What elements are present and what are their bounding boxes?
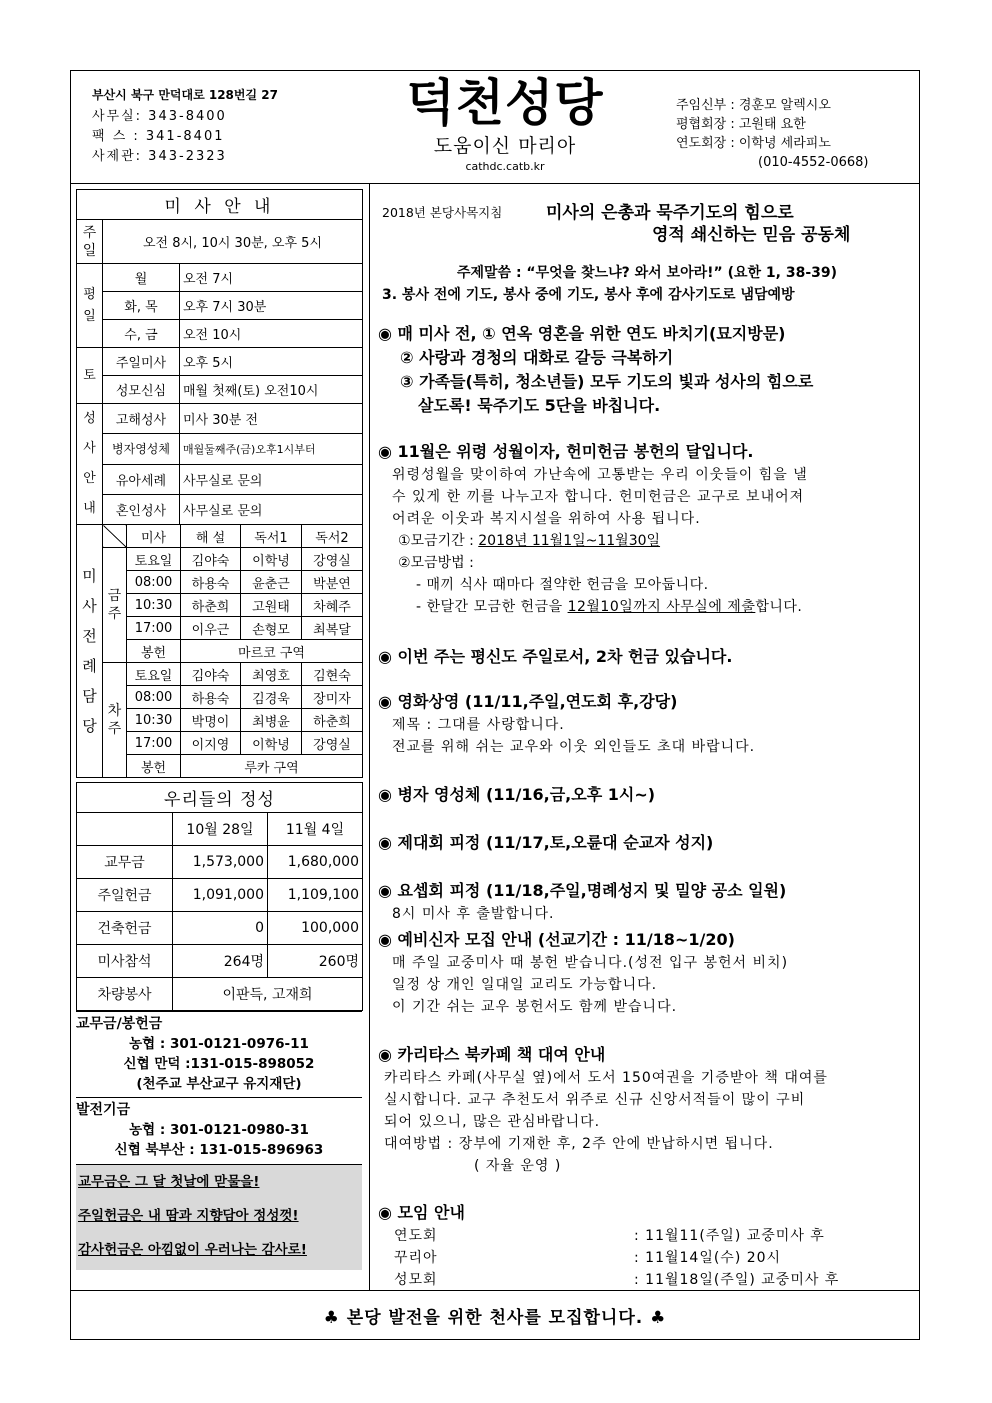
dev-fund-accounts: [76, 1097, 362, 1160]
rectory-phone: 사제관: 343-2323: [92, 149, 227, 164]
duty-cell: 박명이: [181, 709, 241, 732]
notice-heading: ◉ 병자 영성체 (11/16,금,오후 1시~): [378, 785, 656, 804]
duty-cell: 차혜주: [302, 594, 363, 617]
offering-amount: 0: [173, 912, 268, 945]
notice-text: - 매끼 식사 때마다 절약한 헌금을 모아둡니다.: [416, 577, 709, 593]
duty-cell: 08:00: [127, 686, 181, 709]
duty-cell: 최복달: [302, 617, 363, 640]
offering-label: 봉헌: [127, 755, 181, 778]
footer-banner: ♣ 본당 발전을 위한 천사를 모집합니다. ♣: [323, 1308, 667, 1328]
dev-fund-account: 신협 북부산 : 131-015-896963: [114, 1142, 324, 1158]
notice-second-collection: [378, 645, 918, 669]
meeting-group: 꾸리아: [394, 1250, 438, 1266]
dues-account: 신협 만덕 :131-015-898052: [123, 1056, 315, 1072]
notice-sick-communion: [378, 783, 918, 807]
notice-text: ①모금기간 : 2018년 11월1일~11월30일: [398, 533, 661, 549]
notice-text: - 한달간 모금한 헌금을 12월10일까지 사무실에 제출합니다.: [416, 599, 803, 615]
notice-text: 대여방법 : 장부에 기재한 후, 2주 안에 반납하시면 됩니다.: [384, 1136, 774, 1152]
offering-amount: 264명: [173, 945, 268, 978]
weekday-day: 수, 금: [103, 320, 180, 348]
notice-heading: ◉ 이번 주는 평신도 주일로서, 2차 헌금 있습니다.: [378, 647, 733, 666]
meeting-row: [378, 1225, 918, 1247]
week-label: 금주: [103, 548, 127, 663]
duty-cell: 17:00: [127, 732, 181, 755]
offering-type: 미사참석: [77, 945, 173, 978]
pastor: 주임신부 : 경훈모 알렉시오: [676, 98, 831, 113]
duty-cell: 하춘희: [302, 709, 363, 732]
offering-slogans: [76, 1164, 362, 1270]
duty-cell: 최병윤: [241, 709, 302, 732]
duty-cell: 김야숙: [181, 663, 241, 686]
notice-text: 되어 있으니, 많은 관심바랍니다.: [384, 1114, 601, 1130]
sunday-label: 주일: [77, 220, 103, 264]
offering-amount: 1,109,100: [268, 879, 363, 912]
website-link[interactable]: cathdc.catb.kr: [465, 160, 545, 173]
duty-cell: 이지영: [181, 732, 241, 755]
motto-line1: 미사의 은총과 묵주기도의 힘으로: [546, 203, 794, 223]
notice-catechumen: [378, 928, 918, 1018]
theme-verse: 주제말씀 : “무엇을 찾느냐? 와서 보아라!” (요한 1, 38-39): [456, 265, 838, 281]
notice-text: 전교를 위해 쉬는 교우와 이웃 외인들도 초대 바랍니다.: [392, 739, 756, 755]
offering-type: 교무금: [77, 846, 173, 879]
offering-type: 주일헌금: [77, 879, 173, 912]
duty-header: 독서1: [241, 525, 302, 548]
notice-text: 제목 : 그대를 사랑합니다.: [392, 717, 565, 733]
duty-cell: 윤춘근: [241, 571, 302, 594]
duty-cell: 10:30: [127, 594, 181, 617]
column-divider: [369, 183, 370, 1290]
header-divider: [70, 183, 920, 184]
notice-line: ② 사랑과 경청의 대화로 갈등 극복하기: [400, 348, 674, 367]
duty-cell: 하용숙: [181, 686, 241, 709]
offerings-date: 10월 28일: [173, 813, 268, 846]
duty-cell: 하용숙: [181, 571, 241, 594]
notice-text: 8시 미사 후 출발합니다.: [392, 906, 555, 922]
blank-cell: [77, 813, 173, 846]
sunday-times: 오전 8시, 10시 30분, 오후 5시: [103, 220, 363, 264]
slogan: 교무금은 그 달 첫날에 맏물을!: [78, 1174, 260, 1190]
meeting-group: 성모회: [394, 1272, 438, 1288]
meeting-time: : 11월18일(주일) 교중미사 후: [634, 1272, 840, 1288]
elder-chair: 연도회장 : 이학녕 세라피노: [676, 136, 831, 151]
notice-text: 일정 상 개인 일대일 교리도 가능합니다.: [392, 977, 658, 993]
weekday-day: 화, 목: [103, 292, 180, 320]
duty-cell: 하춘희: [181, 594, 241, 617]
meeting-row: [378, 1269, 918, 1291]
dues-account: 농협 : 301-0121-0976-11: [129, 1036, 309, 1052]
address: 부산시 북구 만덕대로 128번길 27: [92, 88, 278, 102]
offering-label: 봉헌: [127, 640, 181, 663]
duty-cell: 장미자: [302, 686, 363, 709]
liturgy-duty-table: [76, 524, 363, 778]
slogan: 주일헌금은 내 땀과 지향담아 정성껏!: [78, 1208, 299, 1224]
dev-fund-account: 농협 : 301-0121-0980-31: [129, 1122, 309, 1138]
motto-line2: 영적 쇄신하는 믿음 공동체: [652, 225, 851, 245]
point-three: 3. 봉사 전에 기도, 봉사 중에 기도, 봉사 후에 감사기도로 냄담예방: [382, 287, 795, 303]
mass-schedule-title: 미 사 안 내: [77, 190, 363, 220]
sacrament-name: 혼인성사: [103, 494, 180, 524]
notice-heading: ◉ 매 미사 전, ① 연옥 영혼을 위한 연도 바치기(묘지방문): [378, 324, 786, 343]
week-label: 차주: [103, 663, 127, 778]
mass-schedule-table: [76, 189, 363, 525]
dues-accounts: [76, 1011, 362, 1094]
duty-cell: 10:30: [127, 709, 181, 732]
notice-november: [378, 440, 918, 618]
duty-header: 미사: [127, 525, 181, 548]
duty-cell: 김경욱: [241, 686, 302, 709]
notice-book-cafe: [378, 1043, 918, 1177]
offering-amount: 260명: [268, 945, 363, 978]
notice-heading: ◉ 제대회 피정 (11/17,토,오륜대 순교자 성지): [378, 833, 714, 852]
duty-cell: 17:00: [127, 617, 181, 640]
duty-header: 독서2: [302, 525, 363, 548]
notice-heading: ◉ 카리타스 북카페 책 대여 안내: [378, 1045, 606, 1064]
notice-line: 살도록! 묵주기도 5단을 바칩니다.: [418, 396, 661, 415]
duty-cell: 김야숙: [181, 548, 241, 571]
weekday-day: 월: [103, 264, 180, 292]
sacrament-name: 병자영성체: [103, 434, 180, 464]
notice-text: 실시합니다. 교구 추천도서 위주로 신규 신앙서적들이 많이 구비: [384, 1092, 806, 1108]
sacrament-name: 유아세례: [103, 464, 180, 494]
weekday-time: 오후 7시 30분: [180, 292, 363, 320]
patron-name: 도움이신 마리아: [433, 135, 577, 157]
offering-amount: 1,091,000: [173, 879, 268, 912]
dev-fund-title: 발전기금: [76, 1102, 131, 1118]
contact-block: [92, 85, 278, 167]
saturday-item: 성모신심: [103, 376, 180, 404]
offering-amount: 1,680,000: [268, 846, 363, 879]
office-phone: 사무실: 343-8400: [92, 109, 227, 124]
notice-prayer: [378, 322, 918, 418]
motto-year: 2018년 본당사목지침: [382, 205, 503, 220]
meeting-group: 연도회: [394, 1228, 438, 1244]
notice-heading: ◉ 모임 안내: [378, 1203, 465, 1222]
duty-cell: 이학녕: [241, 548, 302, 571]
meeting-time: : 11월11(주일) 교중미사 후: [634, 1228, 825, 1244]
duty-cell: 강영실: [302, 732, 363, 755]
sacrament-label: 성사안내: [77, 404, 103, 525]
duty-cell: 최영호: [241, 663, 302, 686]
dues-holder: (천주교 부산교구 유지재단): [136, 1076, 302, 1092]
duty-label: 미사전례담당: [77, 525, 103, 778]
offering-type: 건축헌금: [77, 912, 173, 945]
council-chair: 평협회장 : 고원태 요한: [676, 117, 806, 132]
offering-district: 마르코 구역: [181, 640, 363, 663]
notice-heading: ◉ 영화상영 (11/11,주일,연도회 후,강당): [378, 692, 678, 711]
notice-altar-retreat: [378, 831, 918, 855]
duty-cell: 고원태: [241, 594, 302, 617]
notice-text: ②모금방법 :: [398, 555, 474, 571]
notice-heading: ◉ 요셉회 피정 (11/18,주일,명례성지 및 밀양 공소 일원): [378, 881, 787, 900]
saturday-time: 오후 5시: [180, 348, 363, 376]
officers-block: [676, 96, 869, 172]
duty-header: 해 설: [181, 525, 241, 548]
meeting-row: [378, 1247, 918, 1269]
notice-heading: ◉ 예비신자 모집 안내 (선교기간 : 11/18~1/20): [378, 930, 735, 949]
notice-text: 카리타스 카페(사무실 옆)에서 도서 150여권을 기증받아 책 대여를: [384, 1070, 828, 1086]
offerings-date: 11월 4일: [268, 813, 363, 846]
notice-text: 매 주일 교중미사 때 봉헌 받습니다.(성전 입구 봉헌서 비치): [392, 955, 789, 971]
sacrament-info: 미사 30분 전: [180, 404, 363, 434]
notice-text: 이 기간 쉬는 교우 봉헌서도 함께 받습니다.: [392, 999, 678, 1015]
duty-cell: 08:00: [127, 571, 181, 594]
dues-title: 교무금/봉헌금: [76, 1016, 163, 1032]
duty-cell: 토요일: [127, 663, 181, 686]
duty-cell: 이우근: [181, 617, 241, 640]
offering-amount: 100,000: [268, 912, 363, 945]
sacrament-info: 사무실로 문의: [180, 494, 363, 524]
duty-cell: 강영실: [302, 548, 363, 571]
notice-line: ③ 가족들(특히, 청소년들) 모두 기도의 빛과 성사의 힘으로: [400, 372, 814, 391]
duty-cell: 김현숙: [302, 663, 363, 686]
vehicle-label: 차량봉사: [77, 978, 173, 1011]
saturday-label: 토: [77, 348, 103, 404]
notice-joseph-retreat: [378, 879, 918, 925]
fax-number: 팩 스 : 341-8401: [92, 129, 225, 144]
notice-movie: [378, 690, 918, 758]
notice-heading: ◉ 11월은 위령 성월이자, 헌미헌금 봉헌의 달입니다.: [378, 442, 754, 461]
pastoral-motto: [382, 198, 912, 306]
duty-cell: 토요일: [127, 548, 181, 571]
duty-cell: 손형모: [241, 617, 302, 640]
saturday-item: 주일미사: [103, 348, 180, 376]
weekday-time: 오전 10시: [180, 320, 363, 348]
masthead: [380, 72, 630, 174]
vehicle-volunteers: 이판득, 고재희: [173, 978, 363, 1011]
offerings-title: 우리들의 정성: [77, 783, 363, 813]
meeting-time: : 11월14일(수) 20시: [634, 1250, 782, 1266]
sacrament-name: 고해성사: [103, 404, 180, 434]
duty-cell: 이학녕: [241, 732, 302, 755]
parish-name: 덕천성당: [406, 74, 604, 132]
offerings-table: [76, 782, 363, 1011]
offering-amount: 1,573,000: [173, 846, 268, 879]
notice-meetings: [378, 1201, 918, 1291]
notice-text: ( 자율 운영 ): [474, 1158, 562, 1174]
weekday-time: 오전 7시: [180, 264, 363, 292]
offering-district: 루카 구역: [181, 755, 363, 778]
notice-text: 위령성월을 맞이하여 가난속에 고통받는 우리 이웃들이 힘을 낼: [392, 467, 808, 483]
sacrament-info: 매월둘째주(금)오후1시부터: [180, 434, 363, 464]
notice-text: 수 있게 한 끼를 나누고자 합니다. 헌미헌금은 교구로 보내어져: [392, 489, 805, 505]
sacrament-info: 사무실로 문의: [180, 464, 363, 494]
weekday-label: 평일: [77, 264, 103, 348]
elder-phone: (010-4552-0668): [758, 155, 869, 170]
saturday-time: 매월 첫째(토) 오전10시: [180, 376, 363, 404]
duty-cell: 박분연: [302, 571, 363, 594]
diagonal-cell: [103, 525, 127, 548]
left-column: [76, 189, 362, 1270]
notice-text: 어려운 이웃과 복지시설을 위하여 사용 됩니다.: [392, 511, 701, 527]
slogan: 감사헌금은 아낌없이 우러나는 감사로!: [78, 1242, 307, 1258]
